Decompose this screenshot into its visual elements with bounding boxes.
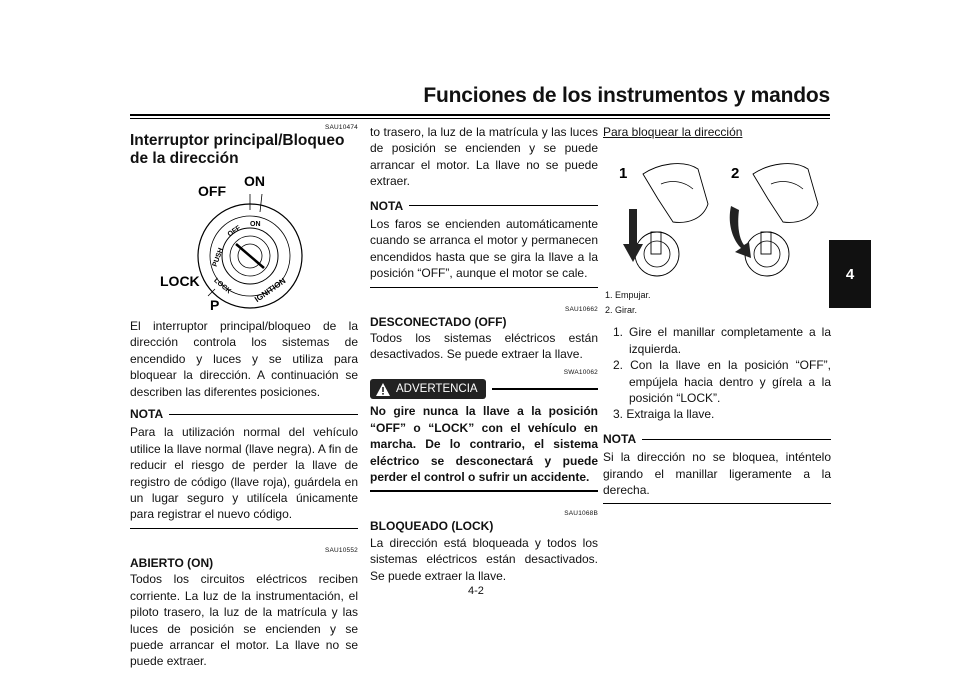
nota-header (603, 431, 831, 447)
nota-label: NOTA (130, 407, 164, 422)
warning-badge (370, 379, 486, 399)
nota-header (130, 406, 358, 422)
step-item: 3. Extraiga la llave. (613, 407, 715, 422)
steps-list (603, 324, 831, 422)
header-rule-thin (130, 118, 830, 119)
ignition-switch-figure (130, 174, 358, 314)
section-code: SAU10474 (324, 124, 358, 131)
section-code: SAU10552 (324, 546, 358, 554)
intro-paragraph: El interruptor principal/bloqueo de la dirección controla los sistemas de encendido y luces y se utiliza para bloquear la dirección. A continuación se describen las diferentes posiciones. (130, 319, 358, 399)
nota-text: Los faros se encienden automáticamente cuando se arranca el motor y permanecen encendidos hasta que se gira la llave a la posición “OFF”, aunque el motor se cale. (370, 217, 598, 281)
column-1 (130, 124, 358, 669)
off-text: Todos los sistemas eléctricos están desactivados. Se puede extraer la llave. (370, 331, 598, 362)
nota-line (409, 205, 598, 206)
warning-header (370, 379, 598, 399)
warning-line (492, 388, 598, 390)
figure-number-1: 1 (619, 165, 628, 183)
warning-label: ADVERTENCIA (396, 382, 478, 395)
lock-heading: BLOQUEADO (LOCK) (370, 519, 494, 534)
step-item: 2. Con la llave en la posición “OFF”, empújela hacia dentro y gírela a la posición “LOCK”. (613, 358, 831, 406)
lock-subheading: Para bloquear la dirección (603, 125, 743, 139)
on-heading: ABIERTO (ON) (130, 555, 214, 570)
nota-end-rule (603, 503, 831, 504)
nota-text: Si la dirección no se bloquea, inténtelo girando el manillar ligeramente a la derecha. (603, 450, 831, 498)
step-item: 1. Gire el manillar completamente a la izquierda. (613, 325, 831, 356)
ring-label-on: ON (250, 221, 261, 228)
figure-label-off: OFF (198, 183, 226, 199)
page-header-title: Funciones de los instrumentos y mandos (423, 84, 830, 107)
off-heading: DESCONECTADO (OFF) (370, 314, 507, 329)
nota-end-rule (130, 528, 358, 529)
on-text: Todos los circuitos eléctricos reciben corriente. La luz de la instrumentación, el piloto trasero, la luz de la matrícula y las luces de posición se encienden y se puede arrancar el motor. La llave no se puede extraer. (130, 572, 358, 669)
section-code: SAU1068B (564, 510, 598, 518)
figure-number-2: 2 (731, 165, 740, 183)
nota-label: NOTA (603, 431, 637, 446)
warning-code: SWA10062 (563, 368, 598, 376)
steering-lock-figure (603, 144, 831, 284)
nota-line (169, 414, 358, 415)
figure-legend (603, 288, 831, 318)
nota-end-rule (370, 287, 598, 288)
chapter-tab: 4 (829, 240, 871, 308)
nota-line (642, 439, 831, 440)
figure-label-lock: LOCK (160, 273, 200, 289)
column-2 (370, 124, 598, 584)
ring-label-lock: LOCK (212, 277, 233, 296)
section-title: Interruptor principal/Bloqueo de la dirección (130, 132, 345, 167)
warning-end-rule (370, 490, 598, 492)
header-rule (130, 114, 830, 116)
page-number: 4-2 (468, 585, 484, 597)
warning-triangle-icon (376, 383, 390, 396)
ring-label-off: OFF (226, 224, 243, 239)
legend-item: 1. Empujar. (605, 290, 651, 301)
warning-text: No gire nunca la llave a la posición “OFF” o “LOCK” con el vehículo en marcha. De lo contrario, el sistema eléctrico se desconectará y puede perder el control o sufrir un accidente. (370, 404, 598, 484)
nota-text: Para la utilización normal del vehículo utilice la llave normal (llave negra). A fin de reducir el riesgo de perder la llave de registro de código (llave roja), guárdela en un lugar seguro y utilícela únicamente para registrar el nuevo código. (130, 425, 358, 522)
figure-label-p: P (210, 297, 220, 313)
legend-item: 2. Girar. (605, 305, 638, 316)
column-3 (603, 124, 831, 504)
ring-label-push: PUSH (211, 247, 225, 268)
section-code: SAU10662 (564, 305, 598, 313)
ring-label-ignition: IGNITION (253, 276, 288, 305)
on-text-continued: to trasero, la luz de la matrícula y las luces de posición se encienden y se puede arrancar el motor. La llave no se puede extraer. (370, 125, 598, 189)
nota-header (370, 198, 598, 214)
nota-label: NOTA (370, 198, 404, 213)
figure-label-on: ON (244, 173, 265, 189)
lock-text: La dirección está bloqueada y todos los sistemas eléctricos están desactivados. Se puede extraer la llave. (370, 535, 598, 583)
